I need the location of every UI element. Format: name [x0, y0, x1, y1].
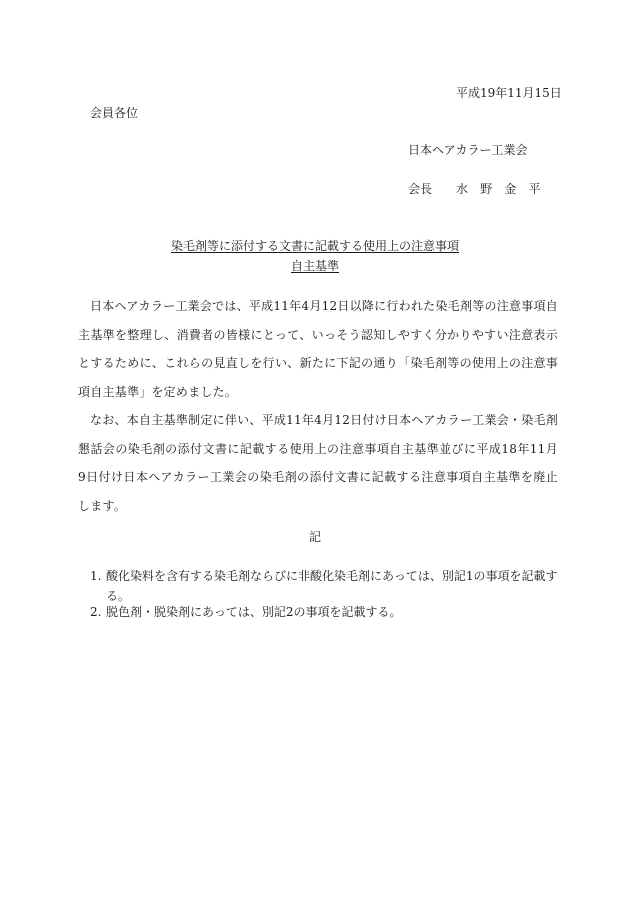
body-paragraph-2: なお、本自主基準制定に伴い、平成11年4月12日付け日本ヘアカラー工業会・染毛剤懇話会の染毛剤の添付文書に記載する使用上の注意事項自主基準並びに平成18年11月9日付け日本ヘアカラー工業会の染毛剤の添付文書に記載する注意事項自主基準を廃止します。	[78, 413, 558, 513]
list-item-text: 酸化染料を含有する染毛剤ならびに非酸化染毛剤にあっては、別記1の事項を記載する。	[106, 569, 558, 603]
list-item-number: 1.	[90, 569, 102, 583]
sender-name: 水 野 金 平	[456, 182, 545, 196]
recipient: 会員各位	[90, 106, 139, 120]
document-date: 平成19年11月15日	[456, 86, 562, 100]
body-paragraph-1: 日本ヘアカラー工業会では、平成11年4月12日以降に行われた染毛剤等の注意事項自主基準を整理し、消費者の皆様にとって、いっそう認知しやすく分かりやすい注意表示とするために、これらの見直しを行い、新たに下記の通り「染毛剤等の使用上の注意事項自主基準」を定めました。	[78, 299, 558, 399]
document-title	[0, 236, 630, 276]
list-item-text: 脱色剤・脱染剤にあっては、別記2の事項を記載する。	[106, 605, 402, 619]
list-item	[90, 566, 560, 606]
document-title-line2: 自主基準	[290, 259, 339, 273]
list-item-number: 2.	[90, 605, 102, 619]
document-title-line1: 染毛剤等に添付する文書に記載する使用上の注意事項	[170, 239, 459, 253]
sender-title: 会長	[408, 182, 433, 196]
ki-heading: 記	[308, 530, 321, 544]
list-item	[90, 602, 560, 622]
sender-organization: 日本ヘアカラー工業会	[408, 143, 528, 157]
